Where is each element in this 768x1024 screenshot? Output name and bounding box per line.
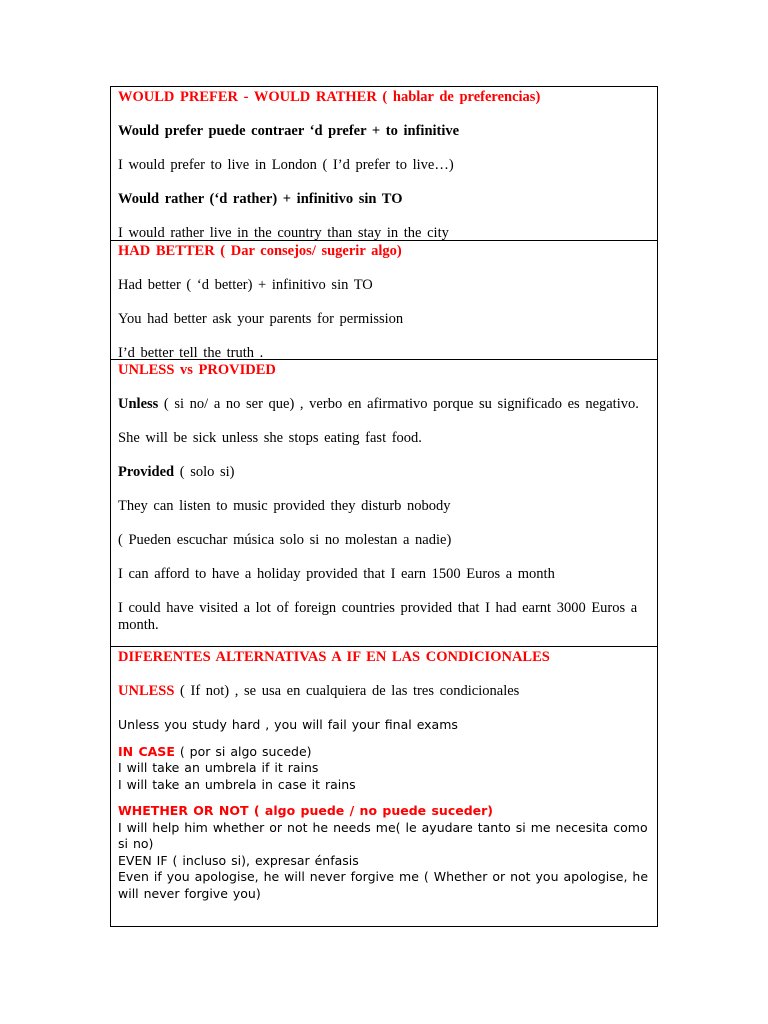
incase-definition (118, 744, 650, 761)
even-if-definition: EVEN IF ( incluso si), expresar énfasis (118, 852, 359, 868)
whether-heading: WHETHER OR NOT ( algo puede / no puede suceder) (118, 803, 494, 818)
example-text: She will be sick unless she stops eating fast food. (118, 430, 422, 446)
example-text: You had better ask your parents for permission (118, 311, 404, 327)
example-text: Unless you study hard , you will fail your final exams (118, 717, 458, 732)
unless-definition (118, 683, 650, 700)
section-had-better (111, 240, 657, 359)
example-text: I’d better tell the truth . (118, 345, 264, 359)
example-text: I could have visited a lot of foreign countries provided that I had earnt 3000 Euros a month. (118, 600, 638, 633)
term-in-case: IN CASE (118, 743, 175, 759)
provided-definition (118, 464, 650, 481)
rule-text: Would rather (‘d rather) + infinitivo sin TO (118, 191, 403, 207)
definition-text: ( si no/ a no ser que) , verbo en afirmativo porque su significado es negativo. (158, 396, 639, 412)
term-unless: UNLESS (118, 683, 175, 699)
section-unless-provided (111, 359, 657, 646)
translation-text: ( Pueden escuchar música solo si no molestan a nadie) (118, 532, 452, 548)
section-heading: DIFERENTES ALTERNATIVAS A IF EN LAS CONDICIONALES (118, 649, 550, 665)
unless-definition (118, 396, 650, 413)
example-text: I will help him whether or not he needs me( le ayudare tanto si me necesita como si no) (118, 819, 648, 851)
definition-text: ( solo si) (174, 464, 235, 480)
example-text: I will take an umbrela in case it rains (118, 776, 356, 792)
grammar-table (110, 86, 658, 927)
term-provided: Provided (118, 464, 175, 480)
section-would-prefer (111, 87, 657, 240)
example-text: I would prefer to live in London ( I’d prefer to live…) (118, 157, 454, 173)
section-heading: UNLESS vs PROVIDED (118, 362, 276, 378)
rule-text: Had better ( ‘d better) + infinitivo sin TO (118, 277, 373, 293)
example-text: I would rather live in the country than stay in the city (118, 225, 449, 240)
section-alternatives-if (111, 646, 657, 926)
example-text: They can listen to music provided they disturb nobody (118, 498, 451, 514)
section-heading: HAD BETTER ( Dar consejos/ sugerir algo) (118, 243, 402, 259)
example-text: I will take an umbrela if it rains (118, 760, 319, 775)
term-unless: Unless (118, 396, 159, 412)
rule-text: Would prefer puede contraer ‘d prefer + to infinitive (118, 123, 460, 139)
example-text: I can afford to have a holiday provided that I earn 1500 Euros a month (118, 566, 555, 582)
example-text: Even if you apologise, he will never forgive me ( Whether or not you apologise, he will never forgive you) (118, 869, 649, 901)
definition-text: ( por si algo sucede) (174, 743, 312, 759)
section-heading: WOULD PREFER - WOULD RATHER ( hablar de preferencias) (118, 89, 541, 105)
definition-text: ( If not) , se usa en cualquiera de las tres condicionales (174, 683, 520, 699)
